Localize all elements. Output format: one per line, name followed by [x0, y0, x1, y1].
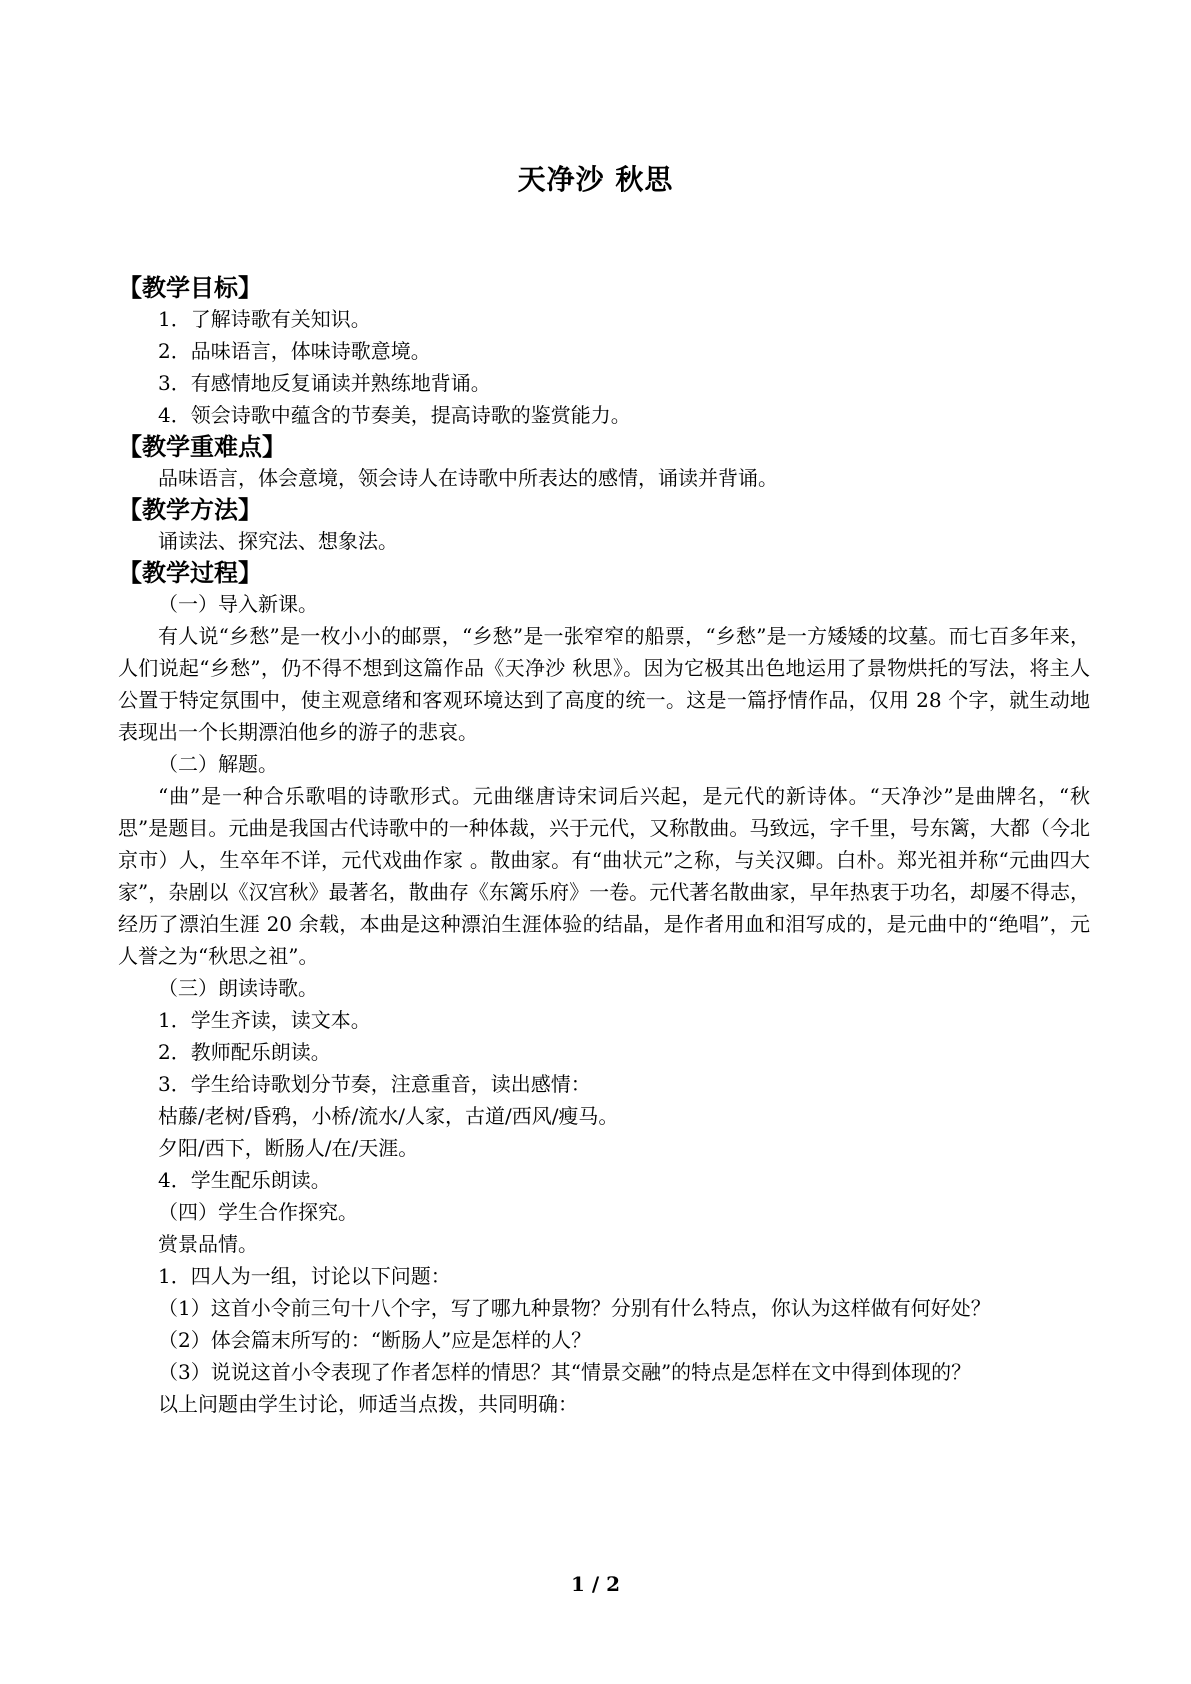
- objective-item: 4．领会诗歌中蕴含的节奏美，提高诗歌的鉴赏能力。: [158, 403, 631, 427]
- reading-item: 3．学生给诗歌划分节奏，注意重音，读出感情：: [158, 1072, 591, 1096]
- explanation-paragraph: “曲”是一种合乐歌唱的诗歌形式。元曲继唐诗宋词后兴起，是元代的新诗体。“天净沙”是曲牌名，“秋思”是题目。元曲是我国古代诗歌中的一种体裁，兴于元代，又称散曲。马致远，字千里，号东篱，大都（今北京市）人，生卒年不详，元代戏曲作家 。散曲家。有“曲状元”之称，与关汉卿。白朴。郑光祖并称“元曲四大家”，杂剧以《汉宫秋》最著名，散曲存《东篱乐府》一卷。元代著名散曲家，早年热衷于功名，却屡不得志，经历了漂泊生涯 20 余载，本曲是这种漂泊生涯体验的结晶，是作者用血和泪写成的，是元曲中的“绝唱”，元人誉之为“秋思之祖”。: [118, 784, 1090, 968]
- intro-paragraph: 有人说“乡愁”是一枚小小的邮票，“乡愁”是一张窄窄的船票，“乡愁”是一方矮矮的坟墓。而七百多年来，人们说起“乡愁”，仍不得不想到这篇作品《天净沙 秋思》。因为它极其出色地运用了景物烘托的写法，将主人公置于特定氛围中，使主观意绪和客观环境达到了高度的统一。这是一篇抒情作品，仅用 28 个字，就生动地表现出一个长期漂泊他乡的游子的悲哀。: [118, 624, 1090, 744]
- discussion-item: 1．四人为一组，讨论以下问题：: [158, 1264, 451, 1288]
- activity-label: 赏景品情。: [158, 1232, 258, 1256]
- reading-item: 2．教师配乐朗读。: [158, 1040, 331, 1064]
- conclusion-text: 以上问题由学生讨论，师适当点拨，共同明确：: [158, 1392, 578, 1416]
- reading-item: 1．学生齐读，读文本。: [158, 1008, 371, 1032]
- section-heading-objectives: 【教学目标】: [118, 273, 262, 302]
- objective-item: 2．品味语言，体味诗歌意境。: [158, 339, 431, 363]
- discussion-question: （1）这首小令前三句十八个字，写了哪九种景物？分别有什么特点，你认为这样做有何好处？: [158, 1296, 991, 1320]
- discussion-question: （3）说说这首小令表现了作者怎样的情思？其“情景交融”的特点是怎样在文中得到体现的？: [158, 1360, 972, 1384]
- reading-item: 4．学生配乐朗读。: [158, 1168, 331, 1192]
- process-step-heading: （三）朗读诗歌。: [158, 976, 318, 1000]
- poem-line: 夕阳/西下，断肠人/在/天涯。: [158, 1136, 419, 1160]
- section-heading-key-points: 【教学重难点】: [118, 432, 286, 461]
- key-points-text: 品味语言，体会意境，领会诗人在诗歌中所表达的感情，诵读并背诵。: [158, 466, 778, 490]
- objective-item: 1．了解诗歌有关知识。: [158, 307, 371, 331]
- process-step-heading: （二）解题。: [158, 752, 278, 776]
- process-step-heading: （四）学生合作探究。: [158, 1200, 358, 1224]
- poem-line: 枯藤/老树/昏鸦，小桥/流水/人家，古道/西风/瘦马。: [158, 1104, 619, 1128]
- objective-item: 3．有感情地反复诵读并熟练地背诵。: [158, 371, 491, 395]
- document-title: 天净沙 秋思: [517, 163, 674, 196]
- section-heading-methods: 【教学方法】: [118, 495, 262, 524]
- process-step-heading: （一）导入新课。: [158, 592, 318, 616]
- page-number: 1 / 2: [570, 1572, 621, 1596]
- section-heading-process: 【教学过程】: [118, 558, 262, 587]
- methods-text: 诵读法、探究法、想象法。: [158, 529, 398, 553]
- document-body: [118, 272, 1090, 1420]
- discussion-question: （2）体会篇末所写的：“断肠人”应是怎样的人？: [158, 1328, 592, 1352]
